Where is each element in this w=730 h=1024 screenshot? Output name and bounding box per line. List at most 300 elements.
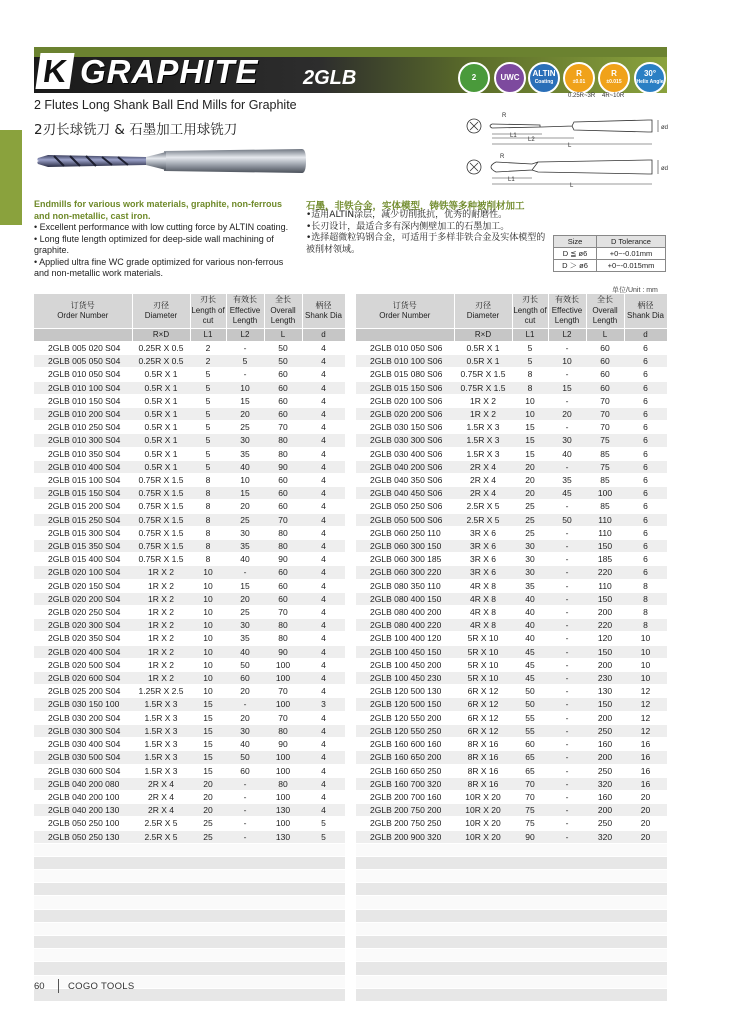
table-cell: 2R X 4 bbox=[132, 777, 190, 790]
table-cell: - bbox=[548, 804, 586, 817]
order-number-cell: 2GLB 030 300 S04 bbox=[34, 724, 132, 737]
table-cell: 110 bbox=[586, 526, 624, 539]
table-cell: 200 bbox=[586, 606, 624, 619]
empty-cell bbox=[624, 856, 667, 869]
column-subheader: L bbox=[264, 329, 302, 342]
table-cell: 60 bbox=[586, 368, 624, 381]
table-cell: 6 bbox=[624, 474, 667, 487]
table-cell: 40 bbox=[226, 553, 264, 566]
table-cell: - bbox=[548, 553, 586, 566]
empty-cell bbox=[226, 843, 264, 856]
description-en-list bbox=[34, 222, 294, 280]
column-header-cn: 刃长 bbox=[522, 295, 538, 305]
table-cell: 75 bbox=[586, 434, 624, 447]
empty-cell bbox=[548, 883, 586, 896]
table-cell: 60 bbox=[264, 394, 302, 407]
table-cell: 40 bbox=[226, 645, 264, 658]
empty-cell bbox=[34, 936, 132, 949]
badge-text: 30° bbox=[643, 69, 657, 78]
empty-cell bbox=[512, 856, 548, 869]
table-row bbox=[356, 619, 667, 632]
table-cell: 1.5R X 3 bbox=[454, 447, 512, 460]
table-cell: 10 bbox=[226, 381, 264, 394]
table-cell: - bbox=[548, 342, 586, 355]
table-row bbox=[356, 790, 667, 803]
table-row bbox=[34, 474, 345, 487]
table-cell: - bbox=[548, 566, 586, 579]
table-cell: 90 bbox=[264, 645, 302, 658]
empty-cell bbox=[586, 896, 624, 909]
column-header bbox=[190, 294, 226, 329]
footer-separator bbox=[58, 979, 59, 993]
table-cell: 1.5R X 3 bbox=[132, 698, 190, 711]
table-row bbox=[34, 698, 345, 711]
empty-cell bbox=[302, 936, 345, 949]
table-cell: 150 bbox=[586, 698, 624, 711]
table-cell: 10 bbox=[190, 619, 226, 632]
table-cell: 40 bbox=[512, 606, 548, 619]
table-cell: - bbox=[226, 790, 264, 803]
table-cell: 12 bbox=[624, 711, 667, 724]
empty-cell bbox=[190, 856, 226, 869]
table-cell: 60 bbox=[586, 355, 624, 368]
table-cell: 4 bbox=[302, 790, 345, 803]
table-cell: 120 bbox=[586, 632, 624, 645]
table-row bbox=[34, 777, 345, 790]
order-number-cell: 2GLB 200 900 320 bbox=[356, 830, 454, 843]
empty-cell bbox=[34, 896, 132, 909]
table-cell: 15 bbox=[190, 738, 226, 751]
table-cell: 60 bbox=[586, 381, 624, 394]
table-cell: 4 bbox=[302, 342, 345, 355]
tolerance-table bbox=[553, 235, 666, 272]
column-header-cn: 订货号 bbox=[70, 300, 95, 310]
table-cell: 20 bbox=[624, 830, 667, 843]
empty-cell bbox=[512, 962, 548, 975]
empty-cell bbox=[132, 843, 190, 856]
table-cell: 160 bbox=[586, 790, 624, 803]
table-cell: 8 bbox=[190, 526, 226, 539]
empty-cell bbox=[356, 922, 454, 935]
table-cell: 0.5R X 1 bbox=[132, 421, 190, 434]
badge-text: 2 bbox=[471, 73, 477, 82]
column-header-cn: 刃径 bbox=[153, 300, 169, 310]
table-cell: 60 bbox=[226, 764, 264, 777]
column-subheader: R×D bbox=[132, 329, 190, 342]
table-row bbox=[356, 355, 667, 368]
table-cell: 250 bbox=[586, 764, 624, 777]
table-cell: 0.5R X 1 bbox=[132, 447, 190, 460]
drawing-label-l: L bbox=[568, 143, 572, 149]
table-cell: 1R X 2 bbox=[132, 566, 190, 579]
order-number-cell: 2GLB 120 500 150 bbox=[356, 698, 454, 711]
empty-cell bbox=[512, 870, 548, 883]
order-number-cell: 2GLB 020 200 S04 bbox=[34, 592, 132, 605]
table-cell: 20 bbox=[512, 460, 548, 473]
order-number-cell: 2GLB 080 350 110 bbox=[356, 579, 454, 592]
table-cell: 30 bbox=[226, 526, 264, 539]
table-cell: 50 bbox=[512, 685, 548, 698]
table-cell: 10 bbox=[624, 645, 667, 658]
table-cell: 5 bbox=[190, 447, 226, 460]
table-cell: 1.5R X 3 bbox=[132, 738, 190, 751]
order-number-cell: 2GLB 015 150 S06 bbox=[356, 381, 454, 394]
order-number-cell: 2GLB 015 350 S04 bbox=[34, 540, 132, 553]
table-cell: 6 bbox=[624, 526, 667, 539]
order-number-cell: 2GLB 030 150 100 bbox=[34, 698, 132, 711]
empty-cell bbox=[454, 870, 512, 883]
table-cell: 15 bbox=[512, 434, 548, 447]
empty-row bbox=[356, 936, 667, 949]
table-cell: 4 bbox=[302, 658, 345, 671]
table-cell: 2.5R X 5 bbox=[132, 817, 190, 830]
table-cell: 40 bbox=[548, 447, 586, 460]
empty-cell bbox=[454, 883, 512, 896]
order-number-cell: 2GLB 080 400 220 bbox=[356, 619, 454, 632]
order-number-cell: 2GLB 050 250 100 bbox=[34, 817, 132, 830]
empty-cell bbox=[356, 896, 454, 909]
table-cell: 8 bbox=[512, 368, 548, 381]
empty-cell bbox=[624, 843, 667, 856]
table-cell: 150 bbox=[586, 592, 624, 605]
table-cell: 185 bbox=[586, 553, 624, 566]
empty-cell bbox=[34, 922, 132, 935]
table-row bbox=[34, 487, 345, 500]
table-cell: 2R X 4 bbox=[132, 790, 190, 803]
table-cell: 12 bbox=[624, 698, 667, 711]
table-cell: 70 bbox=[264, 711, 302, 724]
table-cell: 8 bbox=[624, 579, 667, 592]
tolerance-size: D ≦ ø6 bbox=[554, 248, 597, 260]
page-title-en: 2 Flutes Long Shank Ball End Mills for Graphite bbox=[34, 98, 297, 112]
table-cell: 6 bbox=[624, 421, 667, 434]
table-cell: 320 bbox=[586, 777, 624, 790]
table-row bbox=[34, 394, 345, 407]
table-cell: 15 bbox=[190, 751, 226, 764]
table-row bbox=[34, 804, 345, 817]
order-number-cell: 2GLB 080 400 200 bbox=[356, 606, 454, 619]
description-cn-item: •选择超微粒钨钢合金，可适用于多样非铁合金及实体模型的被削材领域。 bbox=[306, 233, 546, 255]
table-cell: 4 bbox=[302, 711, 345, 724]
table-row bbox=[34, 711, 345, 724]
order-number-cell: 2GLB 120 500 130 bbox=[356, 685, 454, 698]
table-cell: 10 bbox=[190, 566, 226, 579]
table-cell: 100 bbox=[264, 698, 302, 711]
table-cell: 20 bbox=[624, 804, 667, 817]
table-cell: 4 bbox=[302, 738, 345, 751]
empty-cell bbox=[548, 975, 586, 988]
empty-cell bbox=[548, 843, 586, 856]
empty-cell bbox=[132, 975, 190, 988]
table-cell: 4 bbox=[302, 619, 345, 632]
order-number-cell: 2GLB 050 500 S06 bbox=[356, 513, 454, 526]
table-cell: 0.75R X 1.5 bbox=[132, 487, 190, 500]
table-cell: 20 bbox=[190, 804, 226, 817]
order-number-cell: 2GLB 015 250 S04 bbox=[34, 513, 132, 526]
drawing-label-l1-2: L1 bbox=[508, 177, 515, 183]
table-cell: 2.5R X 5 bbox=[454, 513, 512, 526]
table-row bbox=[356, 724, 667, 737]
table-cell: 20 bbox=[624, 790, 667, 803]
table-cell: 75 bbox=[512, 804, 548, 817]
empty-cell bbox=[302, 988, 345, 1001]
table-cell: 35 bbox=[226, 632, 264, 645]
empty-row bbox=[34, 856, 345, 869]
empty-cell bbox=[132, 936, 190, 949]
table-row bbox=[34, 579, 345, 592]
table-cell: 5 bbox=[302, 817, 345, 830]
table-cell: 10 bbox=[548, 355, 586, 368]
table-cell: 10R X 20 bbox=[454, 790, 512, 803]
table-cell: 110 bbox=[586, 579, 624, 592]
empty-cell bbox=[454, 909, 512, 922]
column-header-cn: 柄径 bbox=[315, 300, 332, 310]
table-cell: 4R X 8 bbox=[454, 592, 512, 605]
drawing-label-l2: L2 bbox=[528, 137, 535, 143]
table-cell: 70 bbox=[512, 790, 548, 803]
column-header bbox=[132, 294, 190, 329]
table-cell: 5 bbox=[190, 394, 226, 407]
table-cell: - bbox=[548, 764, 586, 777]
table-cell: 6 bbox=[624, 553, 667, 566]
empty-cell bbox=[624, 988, 667, 1001]
table-cell: 8R X 16 bbox=[454, 738, 512, 751]
order-number-cell: 2GLB 040 200 100 bbox=[34, 790, 132, 803]
column-header bbox=[264, 294, 302, 329]
table-cell: - bbox=[548, 777, 586, 790]
badge-subtext: Coating bbox=[534, 79, 554, 85]
table-cell: 16 bbox=[624, 777, 667, 790]
order-number-cell: 2GLB 200 750 200 bbox=[356, 804, 454, 817]
empty-cell bbox=[454, 962, 512, 975]
empty-cell bbox=[586, 843, 624, 856]
table-cell: 55 bbox=[512, 724, 548, 737]
empty-cell bbox=[512, 896, 548, 909]
order-number-cell: 2GLB 020 300 S04 bbox=[34, 619, 132, 632]
empty-cell bbox=[356, 843, 454, 856]
column-subheader bbox=[34, 329, 132, 342]
table-cell: 50 bbox=[264, 355, 302, 368]
table-cell: 80 bbox=[264, 447, 302, 460]
empty-row bbox=[356, 856, 667, 869]
table-row bbox=[34, 540, 345, 553]
table-cell: 60 bbox=[264, 474, 302, 487]
table-cell: 1R X 2 bbox=[132, 579, 190, 592]
table-row bbox=[356, 460, 667, 473]
brand-logo-k: K bbox=[35, 53, 74, 89]
description-en-item: • Long flute length optimized for deep-side wall machining of graphite. bbox=[34, 233, 274, 255]
table-cell: 25 bbox=[512, 513, 548, 526]
table-row bbox=[34, 447, 345, 460]
table-cell: - bbox=[226, 804, 264, 817]
feature-badge bbox=[528, 62, 560, 94]
badge-text: ALTIN bbox=[532, 69, 556, 78]
table-cell: 0.75R X 1.5 bbox=[132, 474, 190, 487]
empty-row bbox=[356, 896, 667, 909]
table-cell: 40 bbox=[226, 738, 264, 751]
table-cell: 1.5R X 3 bbox=[132, 764, 190, 777]
table-cell: 40 bbox=[512, 619, 548, 632]
table-cell: 15 bbox=[190, 698, 226, 711]
table-row bbox=[356, 513, 667, 526]
order-number-cell: 2GLB 040 450 S06 bbox=[356, 487, 454, 500]
table-cell: 2 bbox=[190, 342, 226, 355]
table-cell: 0.5R X 1 bbox=[132, 460, 190, 473]
empty-cell bbox=[226, 988, 264, 1001]
table-cell: - bbox=[548, 460, 586, 473]
table-cell: 10R X 20 bbox=[454, 830, 512, 843]
empty-cell bbox=[302, 896, 345, 909]
empty-cell bbox=[264, 896, 302, 909]
order-number-cell: 2GLB 030 400 S04 bbox=[34, 738, 132, 751]
table-cell: 55 bbox=[512, 711, 548, 724]
order-number-cell: 2GLB 020 500 S04 bbox=[34, 658, 132, 671]
table-row bbox=[356, 685, 667, 698]
table-cell: 5 bbox=[190, 460, 226, 473]
table-cell: 25 bbox=[512, 526, 548, 539]
table-cell: 100 bbox=[264, 672, 302, 685]
table-cell: 20 bbox=[512, 474, 548, 487]
product-table-right bbox=[356, 294, 668, 1002]
table-cell: 4 bbox=[302, 540, 345, 553]
table-cell: 4 bbox=[302, 553, 345, 566]
unit-note: 单位/Unit : mm bbox=[612, 287, 658, 294]
table-cell: 5R X 10 bbox=[454, 658, 512, 671]
table-cell: 0.5R X 1 bbox=[132, 408, 190, 421]
table-cell: 4R X 8 bbox=[454, 579, 512, 592]
table-row bbox=[34, 830, 345, 843]
table-cell: 25 bbox=[190, 830, 226, 843]
table-cell: 90 bbox=[264, 553, 302, 566]
table-cell: - bbox=[548, 830, 586, 843]
empty-cell bbox=[190, 883, 226, 896]
empty-cell bbox=[226, 975, 264, 988]
table-cell: 8R X 16 bbox=[454, 751, 512, 764]
table-cell: 70 bbox=[586, 408, 624, 421]
table-cell: 4 bbox=[302, 751, 345, 764]
table-cell: 1R X 2 bbox=[132, 606, 190, 619]
column-header-en: Effective Length bbox=[551, 305, 583, 326]
empty-cell bbox=[512, 949, 548, 962]
table-row bbox=[356, 474, 667, 487]
feature-badge bbox=[598, 62, 630, 94]
table-cell: 100 bbox=[264, 751, 302, 764]
feature-badge bbox=[458, 62, 490, 94]
empty-cell bbox=[132, 949, 190, 962]
badge-caption-2: 4R~10R bbox=[602, 93, 625, 99]
table-cell: 10 bbox=[190, 632, 226, 645]
column-header bbox=[548, 294, 586, 329]
table-cell: 10 bbox=[190, 579, 226, 592]
table-row bbox=[356, 421, 667, 434]
description-en-item: • Excellent performance with low cutting force by ALTIN coating. bbox=[34, 222, 289, 232]
table-cell: 80 bbox=[264, 724, 302, 737]
table-cell: - bbox=[548, 658, 586, 671]
table-cell: 85 bbox=[586, 474, 624, 487]
empty-cell bbox=[132, 962, 190, 975]
column-header-cn: 全长 bbox=[597, 295, 613, 305]
empty-cell bbox=[190, 988, 226, 1001]
description-en-heading: Endmills for various work materials, graphite, non-ferrous and non-metallic, cast iron. bbox=[34, 199, 283, 221]
empty-cell bbox=[624, 870, 667, 883]
table-row bbox=[34, 381, 345, 394]
empty-cell bbox=[132, 883, 190, 896]
table-cell: 35 bbox=[226, 540, 264, 553]
order-number-cell: 2GLB 015 300 S04 bbox=[34, 526, 132, 539]
order-number-cell: 2GLB 060 300 185 bbox=[356, 553, 454, 566]
empty-row bbox=[34, 883, 345, 896]
table-cell: - bbox=[548, 540, 586, 553]
empty-cell bbox=[454, 936, 512, 949]
table-row bbox=[356, 764, 667, 777]
column-header-cn: 有效长 bbox=[233, 295, 257, 305]
drawing-label-r-2: R bbox=[500, 154, 505, 160]
table-cell: - bbox=[226, 342, 264, 355]
drawing-label-d-2: ød bbox=[661, 166, 669, 172]
table-cell: 320 bbox=[586, 830, 624, 843]
page-title-cn: 2刃长球铣刀 & 石墨加工用球铣刀 bbox=[34, 122, 238, 138]
table-row bbox=[356, 526, 667, 539]
order-number-cell: 2GLB 010 050 S04 bbox=[34, 368, 132, 381]
table-cell: 1.5R X 3 bbox=[132, 724, 190, 737]
empty-cell bbox=[548, 870, 586, 883]
table-cell: 4 bbox=[302, 764, 345, 777]
column-header-cn: 柄径 bbox=[637, 300, 654, 310]
empty-cell bbox=[264, 922, 302, 935]
table-cell: 1R X 2 bbox=[132, 672, 190, 685]
table-row bbox=[34, 342, 345, 355]
column-subheader: d bbox=[302, 329, 345, 342]
table-cell: 0.5R X 1 bbox=[132, 368, 190, 381]
feature-badge bbox=[494, 62, 526, 94]
table-cell: 0.5R X 1 bbox=[454, 355, 512, 368]
column-header bbox=[586, 294, 624, 329]
table-cell: 20 bbox=[624, 817, 667, 830]
table-cell: 150 bbox=[586, 540, 624, 553]
empty-cell bbox=[264, 936, 302, 949]
order-number-cell: 2GLB 015 150 S04 bbox=[34, 487, 132, 500]
table-row bbox=[356, 606, 667, 619]
table-cell: 70 bbox=[264, 606, 302, 619]
order-number-cell: 2GLB 040 200 130 bbox=[34, 804, 132, 817]
table-cell: 4 bbox=[302, 368, 345, 381]
empty-cell bbox=[302, 883, 345, 896]
table-cell: 6 bbox=[624, 394, 667, 407]
order-number-cell: 2GLB 100 450 150 bbox=[356, 645, 454, 658]
table-row bbox=[34, 619, 345, 632]
table-cell: - bbox=[548, 500, 586, 513]
table-cell: 50 bbox=[512, 698, 548, 711]
table-row bbox=[34, 751, 345, 764]
table-cell: 60 bbox=[226, 672, 264, 685]
table-cell: 80 bbox=[264, 632, 302, 645]
order-number-cell: 2GLB 160 600 160 bbox=[356, 738, 454, 751]
empty-cell bbox=[302, 975, 345, 988]
drawing-label-l-2: L bbox=[570, 183, 574, 188]
empty-cell bbox=[302, 962, 345, 975]
table-cell: 8 bbox=[190, 540, 226, 553]
empty-cell bbox=[548, 896, 586, 909]
order-number-cell: 2GLB 200 700 160 bbox=[356, 790, 454, 803]
order-number-cell: 2GLB 120 550 200 bbox=[356, 711, 454, 724]
empty-cell bbox=[454, 949, 512, 962]
column-subheader: d bbox=[624, 329, 667, 342]
column-header-en: Length of cut bbox=[513, 305, 547, 326]
table-cell: 160 bbox=[586, 738, 624, 751]
tool-photo bbox=[34, 142, 306, 180]
table-cell: 35 bbox=[548, 474, 586, 487]
table-row bbox=[34, 632, 345, 645]
